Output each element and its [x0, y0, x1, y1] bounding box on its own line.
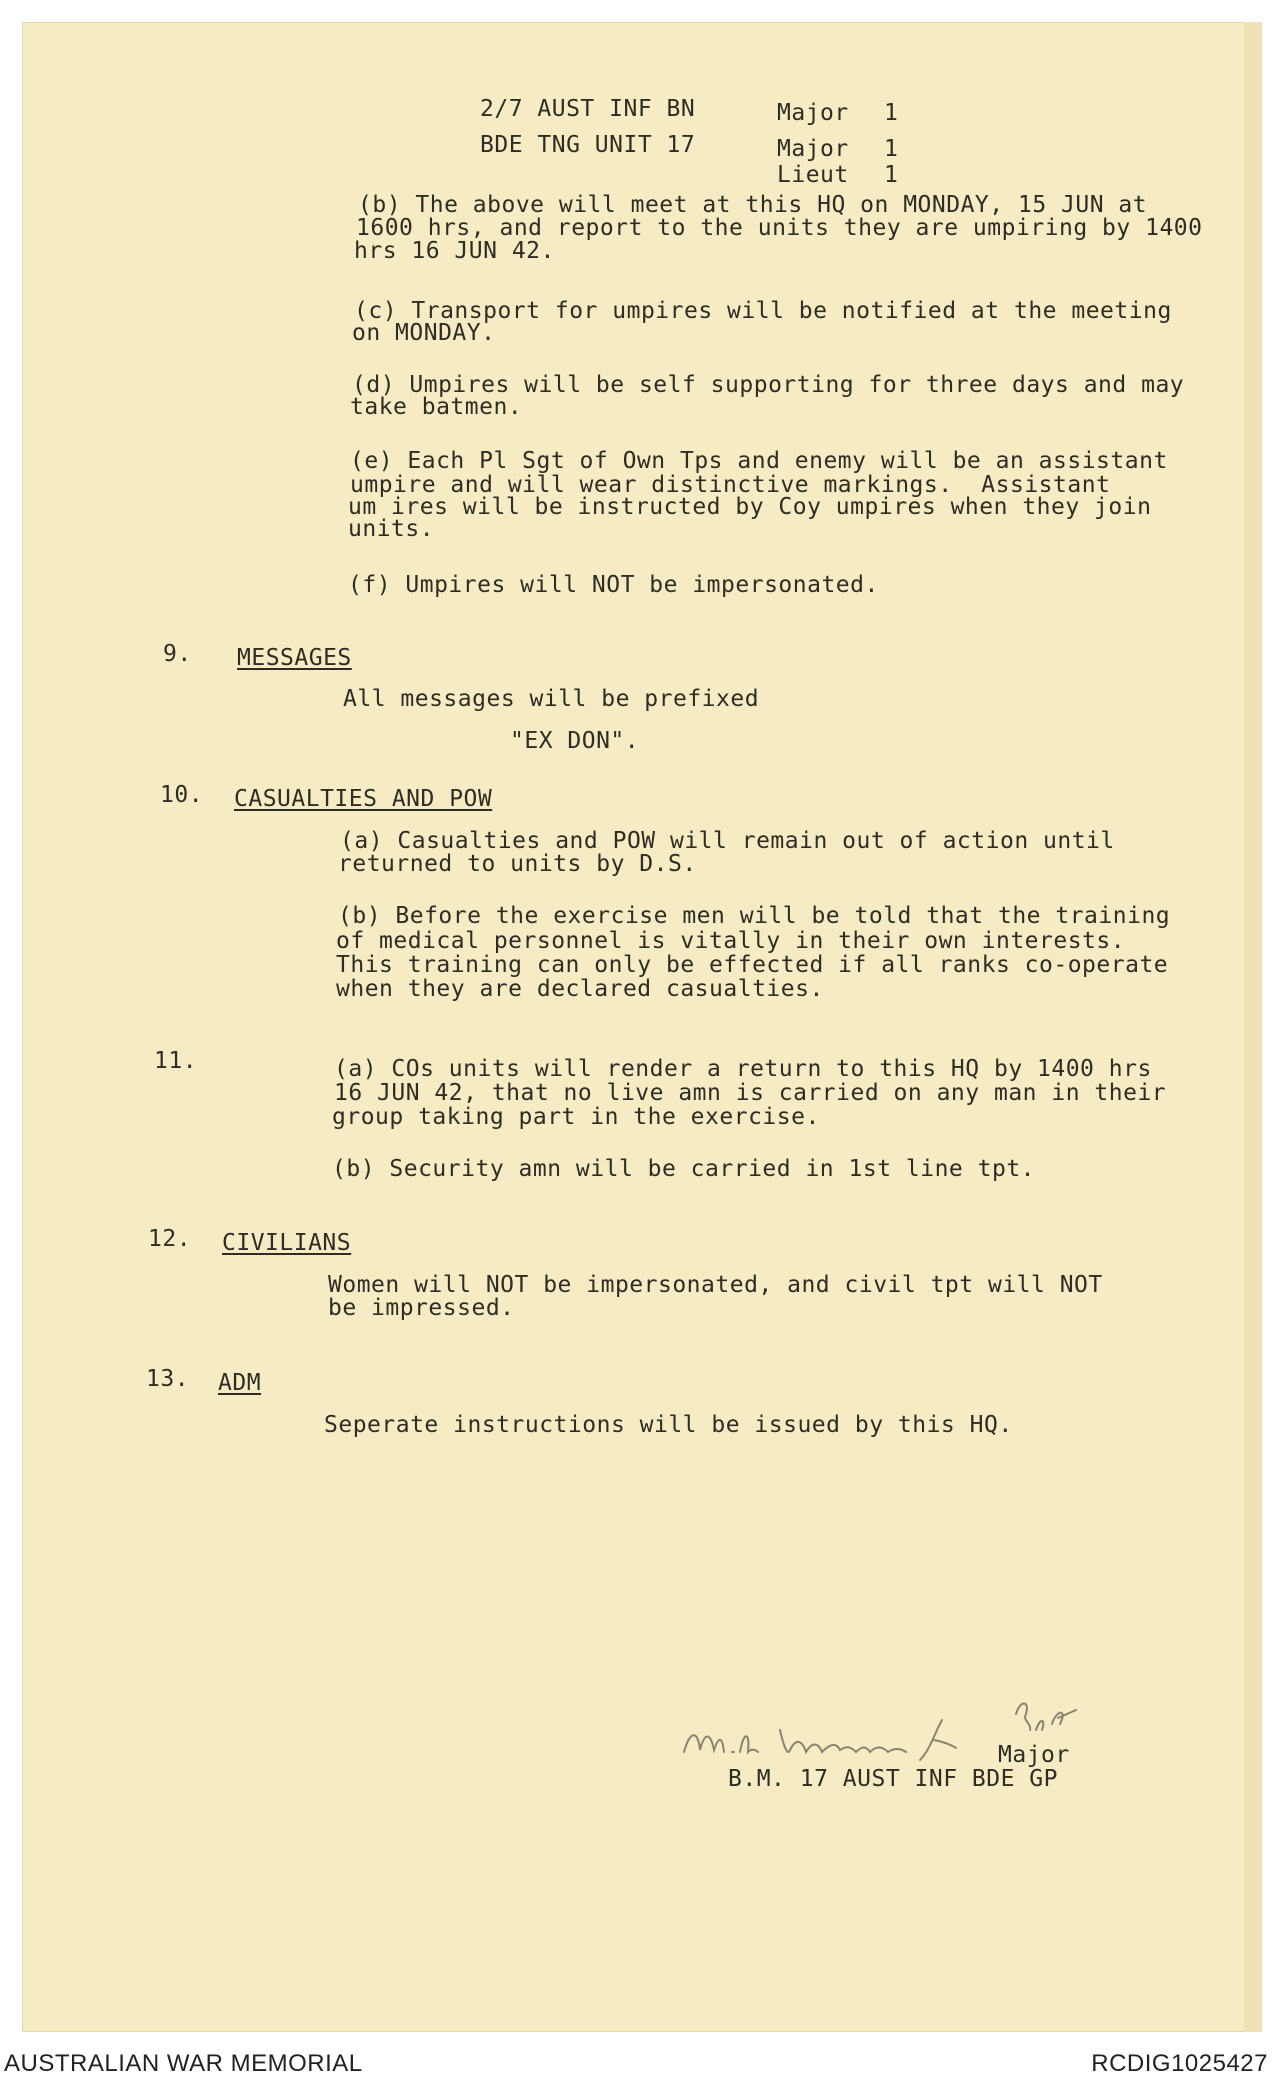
signature-appointment: B.M. 17 AUST INF BDE GP — [728, 1766, 1058, 1792]
para-10b-line4: when they are declared casualties. — [336, 976, 824, 1002]
signature-rank: Major — [998, 1742, 1070, 1768]
para-8e-line4: units. — [348, 516, 435, 542]
para-11a-line3: group taking part in the exercise. — [332, 1104, 820, 1130]
para-8d-line2: take batmen. — [350, 394, 523, 420]
section-13-heading: ADM — [218, 1370, 262, 1396]
section-12-heading: CIVILIANS — [222, 1230, 352, 1256]
para-8e-line1: (e) Each Pl Sgt of Own Tps and enemy will be an assistant — [350, 448, 1168, 474]
para-8b-line1: (b) The above will meet at this HQ on MONDAY, 15 JUN at — [358, 192, 1148, 218]
para-8d-line1: (d) Umpires will be self supporting for three days and may — [352, 372, 1185, 398]
section-13-body: Seperate instructions will be issued by this HQ. — [324, 1412, 1013, 1438]
header-rank-2: Major — [777, 136, 849, 162]
para-10b-line1: (b) Before the exercise men will be told that the training — [338, 903, 1171, 929]
section-13-number: 13. — [146, 1366, 190, 1392]
header-unit-1: 2/7 AUST INF BN — [480, 96, 696, 122]
para-11b: (b) Security amn will be carried in 1st line tpt. — [332, 1156, 1036, 1182]
section-9-heading: MESSAGES — [237, 645, 352, 671]
para-8c-line1: (c) Transport for umpires will be notified at the meeting — [354, 298, 1172, 324]
para-8e-line2: umpire and will wear distinctive markings. Assistant — [350, 472, 1111, 498]
section-9-line1: All messages will be prefixed — [343, 686, 760, 712]
para-11a-line2: 16 JUN 42, that no live amn is carried on any man in their — [334, 1080, 1167, 1106]
para-10b-line3: This training can only be effected if all ranks co-operate — [336, 952, 1169, 978]
header-rank-1: Major — [777, 100, 849, 126]
paper-edge — [1244, 22, 1262, 2032]
para-10a-line1: (a) Casualties and POW will remain out of action until — [340, 828, 1115, 854]
header-count-2: 1 — [884, 136, 899, 162]
para-10a-line2: returned to units by D.S. — [338, 851, 697, 877]
section-12-line1: Women will NOT be impersonated, and civil tpt will NOT — [328, 1272, 1103, 1298]
section-10-number: 10. — [160, 782, 204, 808]
para-8c-line2: on MONDAY. — [352, 320, 496, 346]
header-unit-2: BDE TNG UNIT 17 — [480, 132, 696, 158]
header-count-3: 1 — [884, 162, 899, 188]
section-12-number: 12. — [148, 1226, 192, 1252]
para-8b-line2: 1600 hrs, and report to the units they are umpiring by 1400 — [356, 215, 1203, 241]
section-9-number: 9. — [163, 641, 192, 667]
para-8f: (f) Umpires will NOT be impersonated. — [348, 572, 879, 598]
section-11-number: 11. — [154, 1048, 198, 1074]
section-9-line2: "EX DON". — [510, 728, 640, 754]
para-10b-line2: of medical personnel is vitally in their own interests. — [336, 928, 1126, 954]
para-11a-line1: (a) COs units will render a return to this HQ by 1400 hrs — [334, 1056, 1152, 1082]
para-8b-line3: hrs 16 JUN 42. — [354, 238, 555, 264]
header-rank-3: Lieut — [777, 162, 849, 188]
footer-left: AUSTRALIAN WAR MEMORIAL — [4, 2050, 363, 2077]
section-12-line2: be impressed. — [328, 1295, 515, 1321]
footer-right: RCDIG1025427 — [1091, 2050, 1268, 2077]
header-count-1: 1 — [884, 100, 899, 126]
para-8e-line3: um ires will be instructed by Coy umpires when they join — [348, 494, 1152, 520]
section-10-heading: CASUALTIES AND POW — [234, 786, 493, 812]
